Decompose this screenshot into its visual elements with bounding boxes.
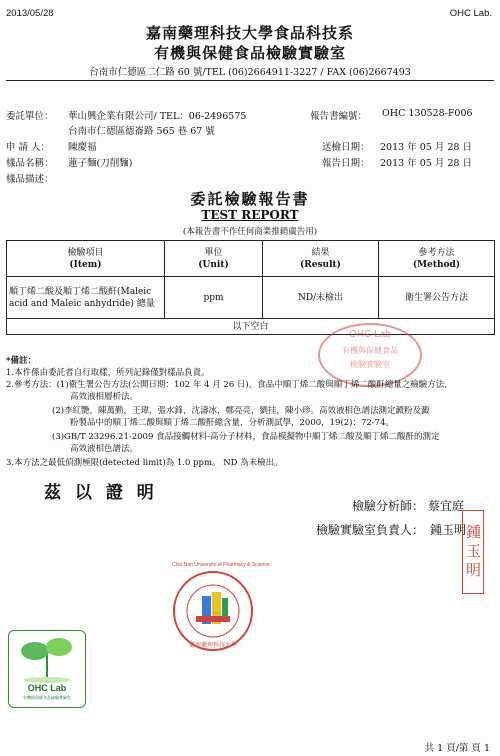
manager-signature: 鍾玉明: [430, 523, 467, 537]
lab-round-stamp: OHC Lab 有機與保健食品 檢驗實驗室: [318, 323, 422, 387]
note-2a: 2.參考方法：(1)衛生署公告方法(公開日期：102 年 4 月 26 日)，食品中順丁烯二酸與順丁烯二酸酐總量之檢驗方法，: [6, 380, 453, 390]
sprout-icon: [9, 631, 85, 683]
logo-subtitle: 有機與保健食品檢驗實驗室: [23, 695, 71, 700]
report-number-value: OHC 130528-F006: [382, 108, 473, 119]
send-date-value: 2013 年 05 月 28 日: [380, 142, 472, 153]
note-3: 3.本方法之最低偵測極限(detected limit)為 1.0 ppm。 ND 為未檢出。: [6, 458, 283, 468]
applicant-label: 申 請 人：: [6, 142, 51, 153]
report-date-header: 2013/05/28: [6, 8, 54, 19]
sample-value: 蓮子麵(刀削麵): [68, 158, 133, 169]
lab-name: 有機與保健食品檢驗實驗室: [153, 44, 346, 62]
report-title-zh: 委託檢驗報告書: [190, 190, 310, 208]
ohc-lab-logo: [8, 630, 86, 708]
client-address: 台南市仁德區德崙路 565 巷 67 號: [68, 126, 215, 137]
university-seal-ring-text: Chia Nan University of Pharmacy & Science: [172, 562, 270, 568]
table-blank-row: [7, 319, 495, 335]
header-method: 參考方法 (Method): [379, 241, 495, 277]
description-label: 樣品描述：: [6, 174, 54, 185]
analyst-label: 檢驗分析師：: [352, 499, 425, 513]
note-2c: (3)GB/T 23296.21-2009 食品接觸材料-高分子材料，食品模擬物中順丁烯二酸及順丁烯二酸酐的測定: [52, 432, 440, 442]
university-seal-text: 嘉南藥理科技大學: [188, 642, 237, 649]
cell-method: 衛生署公告方法: [379, 277, 495, 319]
report-title-en: TEST REPORT: [201, 208, 299, 222]
header-result: 結果 (Result): [263, 241, 379, 277]
brand-tag: OHC Lab.: [449, 8, 492, 19]
client-value: 華山興企業有限公司/ TEL：06-2496575: [68, 111, 247, 122]
header-divider: [6, 80, 494, 81]
blank-note: 以下空白: [7, 319, 495, 335]
cell-result: ND/未檢出: [263, 277, 379, 319]
university-seal: [172, 562, 270, 652]
lab-address: 台南市仁德區二仁路 60 號/TEL (06)2664911-3227 / FAX (06)2667493: [89, 67, 411, 78]
report-number-label: 報告書編號：: [310, 111, 368, 122]
sample-label: 樣品名稱：: [6, 158, 54, 169]
report-usage-note: (本報告書不作任何商業推銷廣告用): [182, 227, 318, 237]
report-date-value: 2013 年 05 月 28 日: [380, 158, 472, 169]
note-1: 1.本件係由委託者自行取樣，所列記錄僅對樣品負責。: [6, 368, 210, 378]
logo-name: OHC Lab: [27, 683, 67, 693]
certification-statement: 茲 以 證 明: [44, 483, 158, 503]
note-2b-cont: 粉製品中的順丁烯二酸與順丁烯二酸酐總含量，分析測試學，2000，19(2)：72-74。: [70, 418, 394, 428]
results-table: [6, 240, 495, 335]
notes-heading: *備註：: [6, 356, 36, 366]
university-name: 嘉南藥理科技大學食品科技系: [145, 24, 354, 42]
header-unit: 單位 (Unit): [165, 241, 263, 277]
table-row: [7, 277, 495, 319]
header-item: 檢驗項目 (Item): [7, 241, 165, 277]
report-date-label: 報告日期：: [322, 158, 370, 169]
note-2b: (2)李紅艷，陳萬勤，王瑋，張水鋒，沈濤冰，鄭亮亮，劉挂，陳小珍。高效液相色譜法測定澱粉及澱: [52, 406, 430, 416]
manager-label: 檢驗實驗室負責人：: [316, 523, 425, 537]
send-date-label: 送檢日期：: [322, 142, 370, 153]
applicant-value: 陳慶福: [68, 142, 97, 153]
cell-unit: ppm: [165, 277, 263, 319]
cell-item: 順丁烯二酸及順丁烯二酸酐(Maleic acid and Maleic anhydride) 總量: [7, 277, 165, 319]
analyst-signature: 蔡宜庭: [428, 499, 465, 513]
manager-seal: 鍾玉明: [462, 510, 484, 594]
note-2a-cont: 高效液相層析法。: [70, 392, 139, 402]
page-number: 共 1 頁/第 頁 1: [424, 743, 490, 754]
table-header-row: [7, 241, 495, 277]
client-label: 委託單位：: [6, 111, 54, 122]
note-2c-cont: 高效液相色譜法。: [70, 444, 139, 454]
